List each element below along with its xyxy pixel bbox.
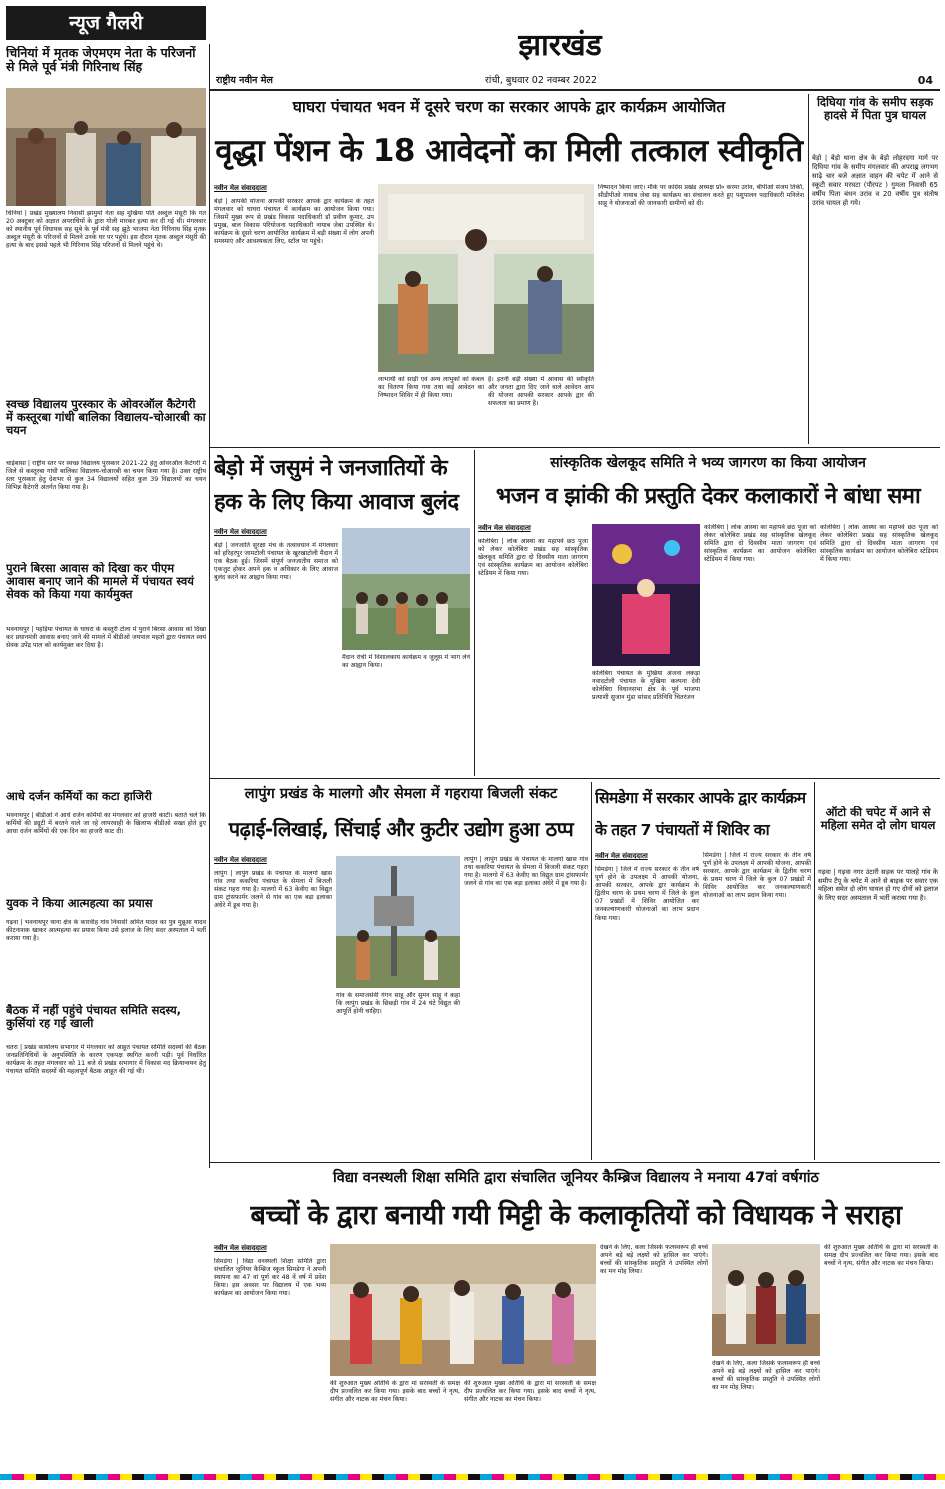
kolebira-byline: नवीन मेल संवाददाता: [478, 524, 531, 532]
simdega-byline: नवीन मेल संवाददाता: [595, 852, 648, 860]
left-photo-family-visit: [6, 88, 206, 206]
vidyalaya-body: सिमडेगा | विद्या वनस्थली शिक्षा समिति द्वारा संचालित जूनियर कैम्ब्रिज स्कूल सिमडेगा ने अपनी स्थापना का 47 वां पूर्ण कर 48 वें वर्ष में प्रवेश किया। इस अवसर पर विद्यालय में एक भव्य कार्यक्रम का आयोजन किया गया।: [214, 1258, 326, 1298]
vidyalaya-body-col6: देखने के लिए, कला जिसके फलस्वरूप ही बच्चे अपने बड़े बड़े लक्ष्यों को हासिल कर पाएंगे। बच्चों की सांस्कृतिक प्रस्तुति ने उपस्थित लोगों का मन मोह लिया।: [712, 1360, 820, 1392]
paper-name: राष्ट्रीय नवीन मेल: [216, 75, 273, 86]
story2-headline: स्वच्छ विद्यालय पुरस्कार के ओवरऑल कैटेगरी में कस्तूरबा गांधी बालिका विद्यालय-चोआरबी का चयन: [6, 398, 206, 438]
lapung-kicker: लापुंग प्रखंड के मालगो और सेमला में गहराया बिजली संकट: [244, 786, 558, 802]
story3-headline: पुराने बिरसा आवास को दिखा कर पीएम आवास बनाए जाने की मामले में पंचायत स्वयं सेवक को किया गया कार्यमुक्त: [6, 562, 194, 602]
state-title: झारखंड: [518, 28, 602, 63]
bero-photo-meeting: [342, 528, 470, 650]
vidyalaya-photo-guests: [712, 1244, 820, 1356]
bero-body: बेड़ो | जनजाति सुरक्षा मंच के तत्वावधान में मंगलवार को हरिहरपुर जामटोली पंचायत के खुरखाटोली मैदान में एक बैठक हुई। जिसमें संपूर्ण जनजातीय समाज को एकजुट होकर अपने हक व अधिकार के लिए आवाज बुलंद करने का आह्वान किया गया।: [214, 542, 338, 582]
lead-photo-event: [378, 184, 594, 372]
lead-kicker: घाघरा पंचायत भवन में दूसरे चरण का सरकार आपके द्वार कार्यक्रम आयोजित: [292, 98, 726, 116]
lapung-photo-transformer: [336, 856, 460, 988]
simdega-body-col2: सिमडेगा | जिले में राज्य सरकार के तीन वर्ष पूर्ण होने के उपलक्ष्य में आपकी योजना, आपकी सरकार, आपके द्वार कार्यक्रम के द्वितीय चरण के प्रथम चरण में जिले के कुल 07 प्रखंडों में शिविर आयोजित कर जनकल्याणकारी योजनाओं का लाभ प्रदान किया गया।: [703, 852, 811, 900]
right-brief2-body: गढ़वा | गढ़वा नगर उंटारी सड़क पर पालहे गांव के समीप टैंपू के चपेट में आने से बाइक पर सवार एक महिला समेत दो लोग घायल हो गए दोनों को इलाज के लिए सदर अस्पताल में भर्ती कराया गया है।: [818, 868, 938, 902]
vidyalaya-body-col5: देखने के लिए, कला जिसके फलस्वरूप ही बच्चे अपने बड़े बड़े लक्ष्यों को हासिल कर पाएंगे। बच्चों की सांस्कृतिक प्रस्तुति ने उपस्थित लोगों का मन मोह लिया।: [600, 1244, 708, 1276]
story1-body: चिनियां | प्रखंड मुख्यालय निवासी झामुमो नेता सह मुखिया पति अब्दुल मंसूरी कि गत 20 अक्टूबर को अज्ञात अपराधियों के द्वारा गोली मारकर हत्या कर दी गई थी। मंगलवार को स्थानीय पूर्व विधायक सह सूबे के पूर्व मंत्री सह झूठे भाजपा नेता गिरिनाथ सिंह मृतक अब्दुल मंसूरी के परिजनों से मिलने उनके घर पर पहुंचे। इस दौरान मृतक अब्दुल मंसूरी की हत्या के बाद इससे पहले भी गिरिनाथ सिंह परिजनों से मिलने पहुंचे थे।: [6, 210, 206, 250]
lapung-headline: पढ़ाई-लिखाई, सिंचाई और कुटीर उद्योग हुआ ठप्प: [228, 817, 574, 841]
right-brief-divider: [808, 94, 809, 444]
lead-body-col3: निष्पादन किया जाएं। मौके पर कांग्रेस प्रखंड अध्यक्ष प्रो० करमा उरांव, बीपीओ संजय तिर्की, सीडीपीओ नायाब जेबा सह कार्यक्रम का संचालन करते हुए पशुपालन पदाधिकारी मनिलेश साहू ने योजनाओं की जानकारी ग्रामीणों को दी।: [598, 184, 804, 208]
divider-under-middle: [210, 778, 940, 779]
story1-headline: चिनियां में मृतक जेएमएम नेता के परिजनों से मिले पूर्व मंत्री गिरिनाथ सिंह: [6, 46, 196, 75]
lead-headline: वृद्धा पेंशन के 18 आवेदनों का मिली तत्काल स्वीकृति: [215, 133, 803, 169]
simdega-headline: सिमडेगा में सरकार आपके द्वार कार्यक्रम के तहत 7 पंचायतों में शिविर का: [595, 789, 806, 839]
kolebira-body: कोलेबिरा | लोक आस्था का महापर्व छठ पूजा को लेकर कोलेबिरा प्रखंड सह सांस्कृतिक खेलकूद समिति द्वारा दो दिवसीय माता जागरण एवं सांस्कृतिक कार्यक्रम का आयोजन कोलेबिरा स्टेडियम में किया गया।: [478, 538, 588, 578]
bero-byline: नवीन मेल संवाददाता: [214, 528, 267, 536]
section-label-news-gallery: न्यूज गैलरी: [6, 6, 206, 40]
vidyalaya-body-col7: की शुरुआत मुख्य अतिथि के द्वारा मां सरस्वती के समक्ष दीप प्रज्वलित कर किया गया। इसके बाद बच्चों ने नृत्य, संगीत और नाटक का मंचन किया।: [824, 1244, 938, 1268]
registration-strip: [0, 1474, 945, 1480]
kolebira-photo-caption: कोलेबिरा पंचायत के मुखिया अंजना लकड़ा नवादटोली पंचायत के मुखिया कल्पना देवी कोलेबिरा विधानसभा क्षेत्र के पूर्व भाजपा प्रत्याशी सुजान मुंडा सांसद प्रतिनिधि चितरंजन: [592, 670, 700, 702]
kolebira-body-col3: कोलेबिरा | लोक आस्था का महापर्व छठ पूजा को लेकर कोलेबिरा प्रखंड सह सांस्कृतिक खेलकूद समिति द्वारा दो दिवसीय माता जागरण एवं सांस्कृतिक कार्यक्रम का आयोजन कोलेबिरा स्टेडियम में किया गया।: [704, 524, 816, 564]
bero-headline: बेड़ो में जसुमं ने जनजातियों के हक के लिए किया आवाज बुलंद: [214, 456, 459, 515]
vidyalaya-byline: नवीन मेल संवाददाता: [214, 1244, 267, 1252]
bero-photo-caption: मैदान रांची में विशालकाय कार्यक्रम व जुलूस में भाग लेने का आह्वान किया।: [342, 654, 470, 670]
masthead-rule: [210, 89, 940, 91]
lapung-body: लापुंग | लापुंग प्रखंड के पंचायत के मालगो खास गांव तथा ककरिया पंचायत के सेमला में बिजली संकट गहरा गया है। मालगो में 63 केवीए का विद्युत ग्राम ट्रांसफार्मर जलने से गांव का एक बड़ा इलाका अंधेरे में डूब गया है।: [214, 870, 332, 910]
story6-headline: बैठक में नहीं पहुंचे पंचायत समिति सदस्य, कुर्सियां रह गई खाली: [6, 1004, 181, 1031]
vidyalaya-body-col3: की शुरुआत मुख्य अतिथि के द्वारा मां सरस्वती के समक्ष दीप प्रज्वलित कर किया गया। इसके बाद बच्चों ने नृत्य, संगीत और नाटक का मंचन किया।: [330, 1380, 460, 1404]
divider-under-lead: [210, 447, 940, 448]
divider-above-bottom: [210, 1162, 940, 1163]
right-brief2-headline: ऑटो की चपेट में आने से महिला समेत दो लोग घायल: [820, 806, 936, 833]
lead-photo-caption: लाभार्थी को साड़ी एवं अन्य लाभुकों को कंबल का वितरण किया गया तथा कई आवेदन का निष्पादन शिविर में ही किया गया।: [378, 376, 484, 400]
divider-bero-kolebira: [474, 450, 475, 776]
story4-headline: आधे दर्जन कर्मियों का कटा हाजिरी: [6, 790, 152, 803]
vidyalaya-kicker: विद्या वनस्थली शिक्षा समिति द्वारा संचालित जूनियर कैम्ब्रिज विद्यालय ने मनाया 47वां वर्षगांठ: [333, 1170, 819, 1186]
vidyalaya-body-col4: की शुरुआत मुख्य अतिथि के द्वारा मां सरस्वती के समक्ष दीप प्रज्वलित कर किया गया। इसके बाद बच्चों ने नृत्य, संगीत और नाटक का मंचन किया।: [464, 1380, 596, 1404]
kolebira-headline: भजन व झांकी की प्रस्तुति देकर कलाकारों ने बांधा समा: [495, 484, 921, 509]
kolebira-photo-jagran: [592, 524, 700, 666]
story6-body: चतरा | प्रखंड कार्यालय सभागार में मंगलवार को आहूत पंचायत समिति सदस्यों की बैठक जनप्रतिनिधियों के अनुपस्थिति के कारण एकपक्ष स्थगित करनी पड़ी। पूर्व निर्धारित कार्यक्रम के तहत मंगलवार को 11 बजे से प्रखंड सभागार में विकास मद क्रियान्वयन हेतु पंचायत समिति सदस्यों की महत्वपूर्ण बैठक आहूत की गई थी।: [6, 1044, 206, 1076]
divider-lapung-simdega: [591, 782, 592, 1160]
left-column-divider: [209, 44, 210, 1168]
dateline: रांची, बुधवार 02 नवम्बर 2022: [485, 75, 598, 86]
lead-photo-caption-2: है। इतनी बड़ी संख्या में आवास की स्वीकृति और जनता द्वारा दिए जाने वाले आवेदन आप की योजना आपकी सरकार आपके द्वार की सफलता का प्रमाण है।: [488, 376, 594, 408]
right-brief2-divider: [814, 782, 815, 1160]
lapung-photo-caption: गांव के समाजसेवी गंगन साहू और सुमन साहू ने कहा कि लापुंग प्रखंड के छिछड़ी गांव में 24 घंटे विद्युत की आपूर्ति होनी चाहिए।: [336, 992, 460, 1016]
story3-body: भवनाथपुर | पहड़िया पंचायत के घाघरा के कस्तूरी टोला में पुराने बिरसा आवास को दिखा कर प्रधानमंत्री आवास बनाए जाने की मामले में बीडीओ जयपाल महतो द्वारा पंचायत स्वयं सेवक उपेंद्र पाल को कार्यमुक्त कर दिया है।: [6, 626, 206, 650]
story2-body: चाईबासा | राष्ट्रीय स्तर पर स्वच्छ विद्यालय पुरस्कार 2021-22 हेतु ओवरऑल कैटेगरी में जिले से कस्तूरबा गांधी बालिका विद्यालय-चोआरबी का चयन किया गया है। उक्त राष्ट्रीय स्तर पुरस्कार हेतु देशभर से कुल 34 विद्यालयों सहित कुल 39 विद्यालयों का चयन विभिन्न कैटेगरी अंतर्गत किया गया है।: [6, 460, 206, 492]
lead-byline: नवीन मेल संवाददाता: [214, 184, 267, 192]
story5-body: गढ़वा | भवनाथपुर थाना क्षेत्र के कारवीह गांव निवासी अमित यादव का पुत्र मुन्नूआ यादव कीटनाशक खाकर आत्महत्या का प्रयास किया उसे इलाज के लिए सदर अस्पताल में भर्ती कराया गया है।: [6, 919, 206, 943]
right-brief-headline: दिघिया गांव के समीप सड़क हादसे में पिता पुत्र घायल: [816, 96, 934, 123]
page-number: 04: [917, 74, 933, 87]
story5-headline: युवक ने किया आत्महत्या का प्रयास: [6, 897, 153, 910]
lapung-byline: नवीन मेल संवाददाता: [214, 856, 267, 864]
simdega-body: सिमडेगा | जिले में राज्य सरकार के तीन वर्ष पूर्ण होने के उपलक्ष्य में आपकी योजना, आपकी सरकार, आपके द्वार कार्यक्रम के द्वितीय चरण के प्रथम चरण में जिले के कुल 07 प्रखंडों में शिविर आयोजित कर जनकल्याणकारी योजनाओं का लाभ प्रदान किया गया।: [595, 866, 699, 922]
kolebira-kicker: सांस्कृतिक खेलकूद समिति ने भव्य जागरण का किया आयोजन: [550, 455, 866, 471]
story4-body: भवनाथपुर | बीडीओ ने आधे दर्जन कर्मियों का मंगलवार को हाजरी काटी। बताते चले कि कर्मियों की ड्यूटी में बरतने वाले जा रहे लापरवाही के खिलाफ बीडीओ सख्त होते हुए आधा दर्जन कर्मियों की एक दिन का हाजरी काट दी।: [6, 812, 206, 836]
vidyalaya-headline: बच्चों के द्वारा बनायी गयी मिट्टी के कलाकृतियों को विधायक ने सराहा: [250, 1200, 902, 1231]
lead-body-col1: बेड़ो | आपकी योजना आपकी सरकार आपके द्वार कार्यक्रम के तहत मंगलवार को घाघरा पंचायत में कार्यक्रम का आयोजन किया गया। जिसमें मुख्य रूप से प्रखंड विकास पदाधिकारी डॉ प्रवीण कुमार, उप प्रमुख, बाल विकास परियोजना पदाधिकारी नायाब जेबा उपस्थित थे। कार्यक्रम के दूसरे चरण आयोजित कार्यक्रम में बड़ी संख्या में लोग अपनी समस्याएं और आवश्यकता लिए, स्टॉल पर पहुंचे।: [214, 198, 374, 246]
vidyalaya-photo-exhibition: [330, 1244, 596, 1376]
lapung-body-col3: लापुंग | लापुंग प्रखंड के पंचायत के मालगो खास गांव तथा ककरिया पंचायत के सेमला में बिजली संकट गहरा गया है। मालगो में 63 केवीए का विद्युत ग्राम ट्रांसफार्मर जलने से गांव का एक बड़ा इलाका अंधेरे में डूब गया है।: [464, 856, 588, 888]
right-brief-body: बेड़ो | बेड़ो थाना क्षेत्र के बेड़ो लोहरदगा मार्ग पर दिघिया गांव के समीप मंगलवार की अपराह्न लगभग साढ़े चार बजे अज्ञात वाहन की चपेट में आने से स्कूटी सवार मरघटा (पौरपट ) गुमला निवासी 65 वर्षीय पिता बंधन उरांव व 20 वर्षीय पुत्र संतोष उरांव घायल हो गये।: [812, 154, 938, 207]
kolebira-body-col4: कोलेबिरा | लोक आस्था का महापर्व छठ पूजा को लेकर कोलेबिरा प्रखंड सह सांस्कृतिक खेलकूद समिति द्वारा दो दिवसीय माता जागरण एवं सांस्कृतिक कार्यक्रम का आयोजन कोलेबिरा स्टेडियम में किया गया।: [820, 524, 938, 564]
